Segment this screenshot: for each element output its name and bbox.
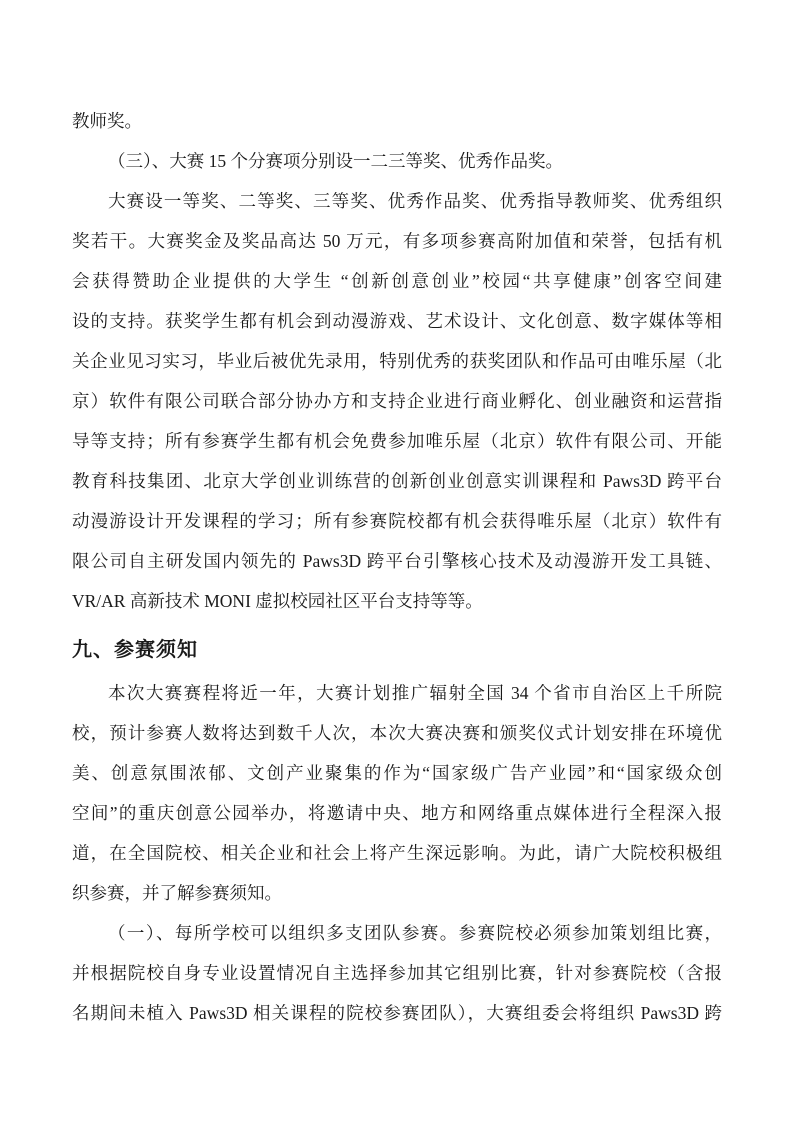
paragraph [72,141,722,181]
text-line: 限公司自主研发国内领先的 Paws3D 跨平台引擎核心技术及动漫游开发工具链、 [72,551,722,571]
text-line: 校，预计参赛人数将达到数千人次，本次大赛决赛和颁奖仪式计划安排在环境优 [72,723,722,743]
text-line: （三）、大赛 15 个分赛项分别设一二三等奖、优秀作品奖。 [108,151,563,171]
text-line: 奖若干。大赛奖金及奖品高达 50 万元，有多项参赛高附加值和荣誉，包括有机 [72,231,722,251]
text-line: 道，在全国院校、相关企业和社会上将产生深远影响。为此，请广大院校积极组 [72,843,722,863]
paragraph [72,913,722,1033]
text-line: 教育科技集团、北京大学创业训练营的创新创业创意实训课程和 Paws3D 跨平台 [72,471,722,491]
paragraph [72,181,722,621]
text-line: 本次大赛赛程将近一年，大赛计划推广辐射全国 34 个省市自治区上千所院 [108,683,722,703]
text-line: 京）软件有限公司联合部分协办方和支持企业进行商业孵化、创业融资和运营指 [72,391,722,411]
text-line: VR/AR 高新技术 MONI 虚拟校园社区平台支持等等。 [72,591,483,611]
text-line: （一）、每所学校可以组织多支团队参赛。参赛院校必须参加策划组比赛， [108,923,722,943]
paragraph [72,673,722,913]
text-line: 大赛设一等奖、二等奖、三等奖、优秀作品奖、优秀指导教师奖、优秀组织 [108,191,722,211]
text-line: 导等支持；所有参赛学生都有机会免费参加唯乐屋（北京）软件有限公司、开能 [72,431,722,451]
text-line: 美、创意氛围浓郁、文创产业聚集的作为“国家级广告产业园”和“国家级众创 [72,763,722,783]
text-line: 关企业见习实习，毕业后被优先录用，特别优秀的获奖团队和作品可由唯乐屋（北 [72,351,722,371]
text-line: 设的支持。获奖学生都有机会到动漫游戏、艺术设计、文化创意、数字媒体等相 [72,311,722,331]
text-line: 会获得赞助企业提供的大学生 “创新创意创业”校园“共享健康”创客空间建 [72,271,722,291]
text-line: 教师奖。 [72,111,142,131]
text-line: 空间”的重庆创意公园举办，将邀请中央、地方和网络重点媒体进行全程深入报 [72,803,722,823]
text-line: 动漫游设计开发课程的学习；所有参赛院校都有机会获得唯乐屋（北京）软件有 [72,511,722,531]
document-content [72,101,722,1033]
text-line: 织参赛，并了解参赛须知。 [72,883,282,903]
section-heading: 九、参赛须知 [72,639,198,661]
paragraph [72,101,722,141]
text-line: 并根据院校自身专业设置情况自主选择参加其它组别比赛，针对参赛院校（含报 [72,963,722,983]
text-line: 名期间未植入 Paws3D 相关课程的院校参赛团队），大赛组委会将组织 Paws3D 跨 [72,1003,722,1023]
